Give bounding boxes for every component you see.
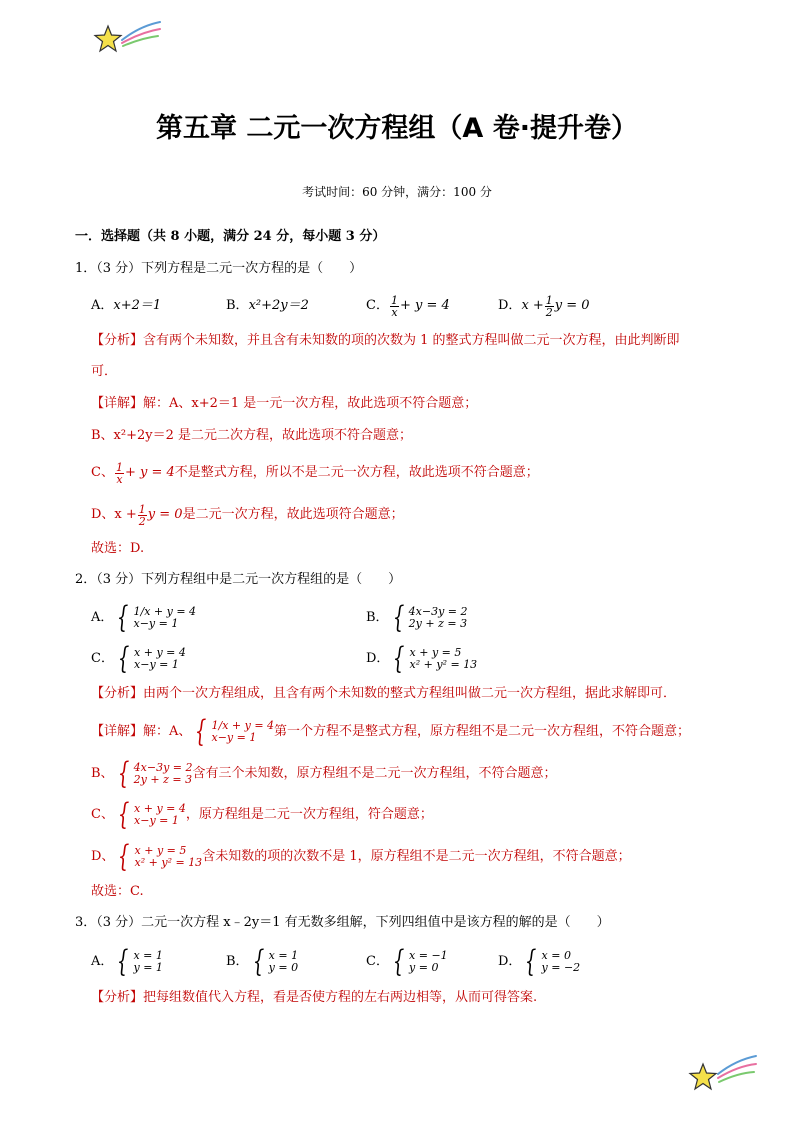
q1-option-c: C． $\frac{1}{x}$ + y = 4 xyxy=(366,293,450,319)
q1-detail-d: D、x + $\frac{1}{2}$ y = 0 是二元一次方程，故此选项符合题意； xyxy=(91,502,404,528)
q1-detail-b: B、x²+2y＝2 是二元二次方程，故此选项不符合题意； xyxy=(91,428,413,443)
q1-option-b: B．x²+2y＝2 xyxy=(226,298,309,313)
q1-option-a: A．x+2＝1 xyxy=(91,298,162,313)
q2-option-d: D． { x + y = 5 x² + y² = 13 xyxy=(366,641,478,676)
q1-analysis-cont: 可． xyxy=(91,364,118,379)
q3-analysis: 【分析】把每组数值代入方程，看是否使方程的左右两边相等，从而可得答案. xyxy=(91,990,538,1005)
question-1-stem: 1．（3 分）下列方程是二元一次方程的是（ ） xyxy=(75,261,363,276)
q1-detail-a: 【详解】解：A、x+2＝1 是一元一次方程，故此选项不符合题意； xyxy=(91,396,478,411)
q2-detail-a: 【详解】 解：A、 { 1/x + y = 4 x−y = 1 第一个方程不是整式方程，原方程组不是二元一次方程组，不符合题意； xyxy=(91,714,691,749)
q2-analysis: 【分析】由两个一次方程组成，且含有两个未知数的整式方程组叫做二元一次方程组，据此求解即可． xyxy=(91,686,677,701)
section-heading: 一．选择题（共 8 小题，满分 24 分，每小题 3 分） xyxy=(75,229,386,244)
q2-detail-c: C、 { x + y = 4 x−y = 1 ，原方程组是二元一次方程组，符合题意； xyxy=(91,797,433,832)
q3-option-a: A． { x = 1 y = 1 xyxy=(91,944,163,979)
analysis-tag: 【分析】 xyxy=(91,990,144,1005)
shooting-star-icon-top xyxy=(92,18,164,58)
detail-tag: 【详解】 xyxy=(91,396,144,411)
shooting-star-icon-bottom xyxy=(686,1052,758,1098)
q3-option-d: D． { x = 0 y = −2 xyxy=(498,944,581,979)
q2-answer: 故选：C. xyxy=(91,884,144,899)
q2-option-b: B． { 4x−3y = 2 2y + z = 3 xyxy=(366,600,468,635)
q3-option-c: C． { x = −1 y = 0 xyxy=(366,944,448,979)
q2-option-c: C． { x + y = 4 x−y = 1 xyxy=(91,641,186,676)
exam-info: 考试时间：60 分钟，满分：100 分 xyxy=(302,185,492,199)
question-3-stem: 3．（3 分）二元一次方程 x﹣2y＝1 有无数多组解，下列四组值中是该方程的解的是（ ） xyxy=(75,915,610,930)
analysis-tag: 【分析】 xyxy=(91,686,144,701)
page-title: 第五章 二元一次方程组（A 卷·提升卷） xyxy=(156,113,638,144)
analysis-tag: 【分析】 xyxy=(91,333,144,348)
q3-option-b: B． { x = 1 y = 0 xyxy=(226,944,299,979)
q1-answer: 故选：D. xyxy=(91,541,145,556)
q2-detail-d: D、 { x + y = 5 x² + y² = 13 含未知数的项的次数不是 1，原方程组不是二元一次方程组，不符合题意； xyxy=(91,839,631,874)
q2-detail-b: B、 { 4x−3y = 2 2y + z = 3 含有三个未知数，原方程组不是二元一次方程组，不符合题意； xyxy=(91,756,557,791)
q1-option-d: D． x + $\frac{1}{2}$ y = 0 xyxy=(498,293,590,319)
q2-option-a: A． { 1/x + y = 4 x−y = 1 xyxy=(91,600,197,635)
q1-detail-c: C、 $\frac{1}{x}$ + y = 4 不是整式方程，所以不是二元一次方程，故此选项不符合题意； xyxy=(91,460,539,486)
question-2-stem: 2．（3 分）下列方程组中是二元一次方程组的是（ ） xyxy=(75,572,402,587)
q1-analysis: 【分析】含有两个未知数，并且含有未知数的项的次数为 1 的整式方程叫做二元一次方程，由此判断即 xyxy=(91,333,680,348)
